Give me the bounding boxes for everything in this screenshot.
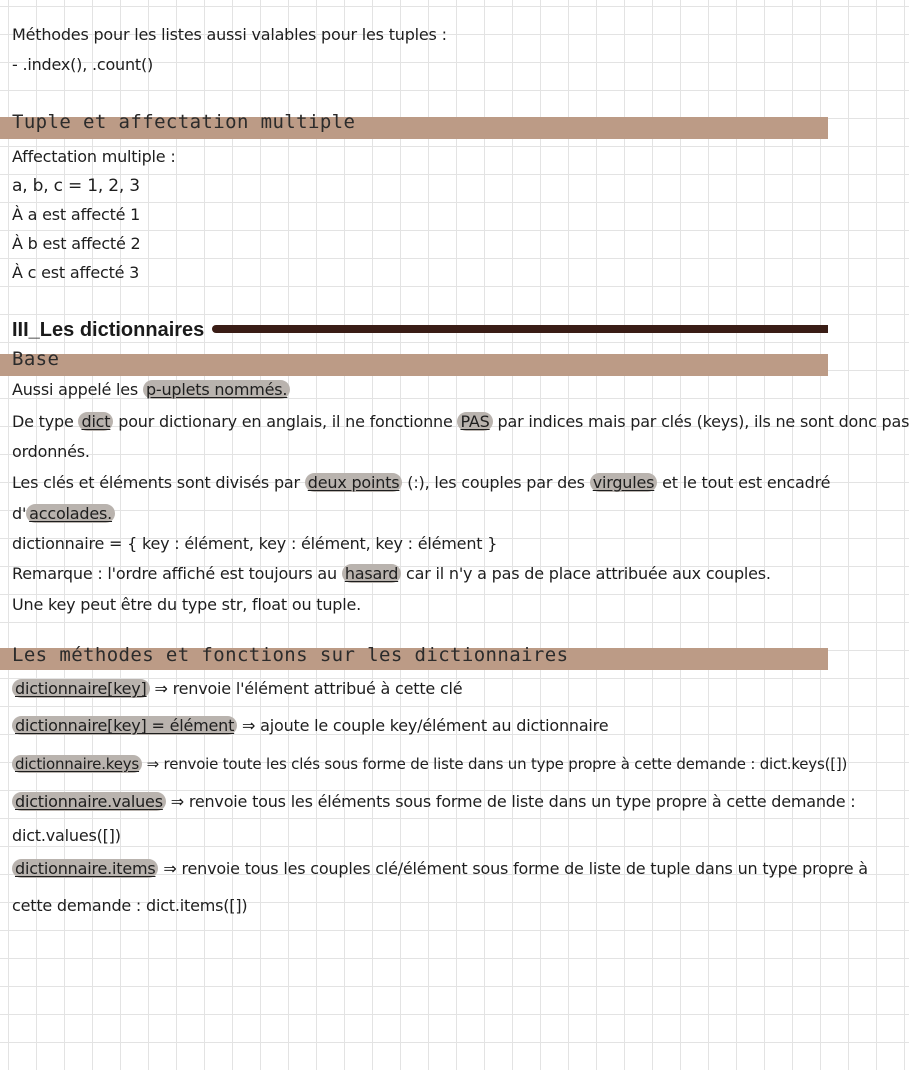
method-keys <box>12 751 848 777</box>
dict-line-2 <box>12 409 909 435</box>
highlight-p-uplets: p-uplets nommés. <box>143 380 290 399</box>
intro-line-1: Méthodes pour les listes aussi valables pour les tuples : <box>12 25 447 44</box>
dict-remark-line <box>12 561 820 587</box>
dict-syntax-line: dictionnaire = { key : élément, key : élément, key : élément } <box>12 534 498 553</box>
highlight-hasard: hasard <box>342 564 401 583</box>
dict-key-types-line: Une key peut être du type str, float ou tuple. <box>12 595 362 614</box>
dict-line-5-text: d' <box>12 504 27 523</box>
dict-line-2-text: De type <box>12 412 79 431</box>
method-values-code: dictionnaire.values <box>12 792 166 811</box>
method-items <box>12 856 868 882</box>
tuple-line-2: a, b, c = 1, 2, 3 <box>12 176 140 196</box>
tuple-line-4: À b est affecté 2 <box>12 234 141 253</box>
section-heading-rule <box>212 325 828 333</box>
tuple-section-title: Tuple et affectation multiple <box>12 111 356 133</box>
method-values <box>12 789 856 815</box>
highlight-virgules: virgules <box>590 473 658 492</box>
method-getitem <box>12 676 820 702</box>
method-setitem-code: dictionnaire[key] = élément <box>12 716 237 735</box>
dict-line-3: ordonnés. <box>12 442 90 461</box>
highlight-deux-points: deux points <box>305 473 403 492</box>
dict-line-1 <box>12 377 820 403</box>
method-keys-desc: ⇒ renvoie toute les clés sous forme de liste dans un type propre à cette demande : dict.keys([]) <box>142 755 848 773</box>
highlight-dict: dict <box>78 412 113 431</box>
method-setitem-desc: ⇒ ajoute le couple key/élément au dictionnaire <box>237 716 609 735</box>
dict-line-2-end: par indices mais par clés (keys), ils ne sont donc pas <box>492 412 909 431</box>
methods-section-title: Les méthodes et fonctions sur les dictionnaires <box>12 644 569 666</box>
method-values-desc: ⇒ renvoie tous les éléments sous forme de liste dans un type propre à cette demande : <box>165 792 856 811</box>
dict-remark-text: Remarque : l'ordre affiché est toujours au <box>12 564 342 583</box>
method-setitem <box>12 713 820 739</box>
base-title: Base <box>12 348 60 370</box>
method-values-cont: dict.values([]) <box>12 826 121 845</box>
method-keys-code: dictionnaire.keys <box>12 755 142 773</box>
method-items-desc: ⇒ renvoie tous les couples clé/élément sous forme de liste de tuple dans un type propre à <box>158 859 868 878</box>
dict-line-4 <box>12 470 831 496</box>
dict-line-4-end: et le tout est encadré <box>657 473 831 492</box>
tuple-line-5: À c est affecté 3 <box>12 263 140 282</box>
highlight-accolades: accolades. <box>26 504 115 523</box>
method-items-cont: cette demande : dict.items([]) <box>12 896 248 915</box>
method-getitem-code: dictionnaire[key] <box>12 679 150 698</box>
dict-line-4-mid: (:), les couples par des <box>402 473 590 492</box>
dict-line-2-mid: pour dictionary en anglais, il ne fonctionne <box>113 412 458 431</box>
dict-line-4-text: Les clés et éléments sont divisés par <box>12 473 305 492</box>
dict-line-5 <box>12 501 820 527</box>
method-getitem-desc: ⇒ renvoie l'élément attribué à cette clé <box>149 679 463 698</box>
intro-line-2: - .index(), .count() <box>12 55 154 74</box>
section-heading-dictionnaires: III_Les dictionnaires <box>12 319 205 341</box>
tuple-line-1: Affectation multiple : <box>12 147 176 166</box>
highlight-pas: PAS <box>457 412 492 431</box>
dict-line-1-text: Aussi appelé les <box>12 380 143 399</box>
base-band <box>0 354 828 376</box>
tuple-line-3: À a est affecté 1 <box>12 205 141 224</box>
dict-remark-end: car il n'y a pas de place attribuée aux couples. <box>401 564 771 583</box>
method-items-code: dictionnaire.items <box>12 859 158 878</box>
